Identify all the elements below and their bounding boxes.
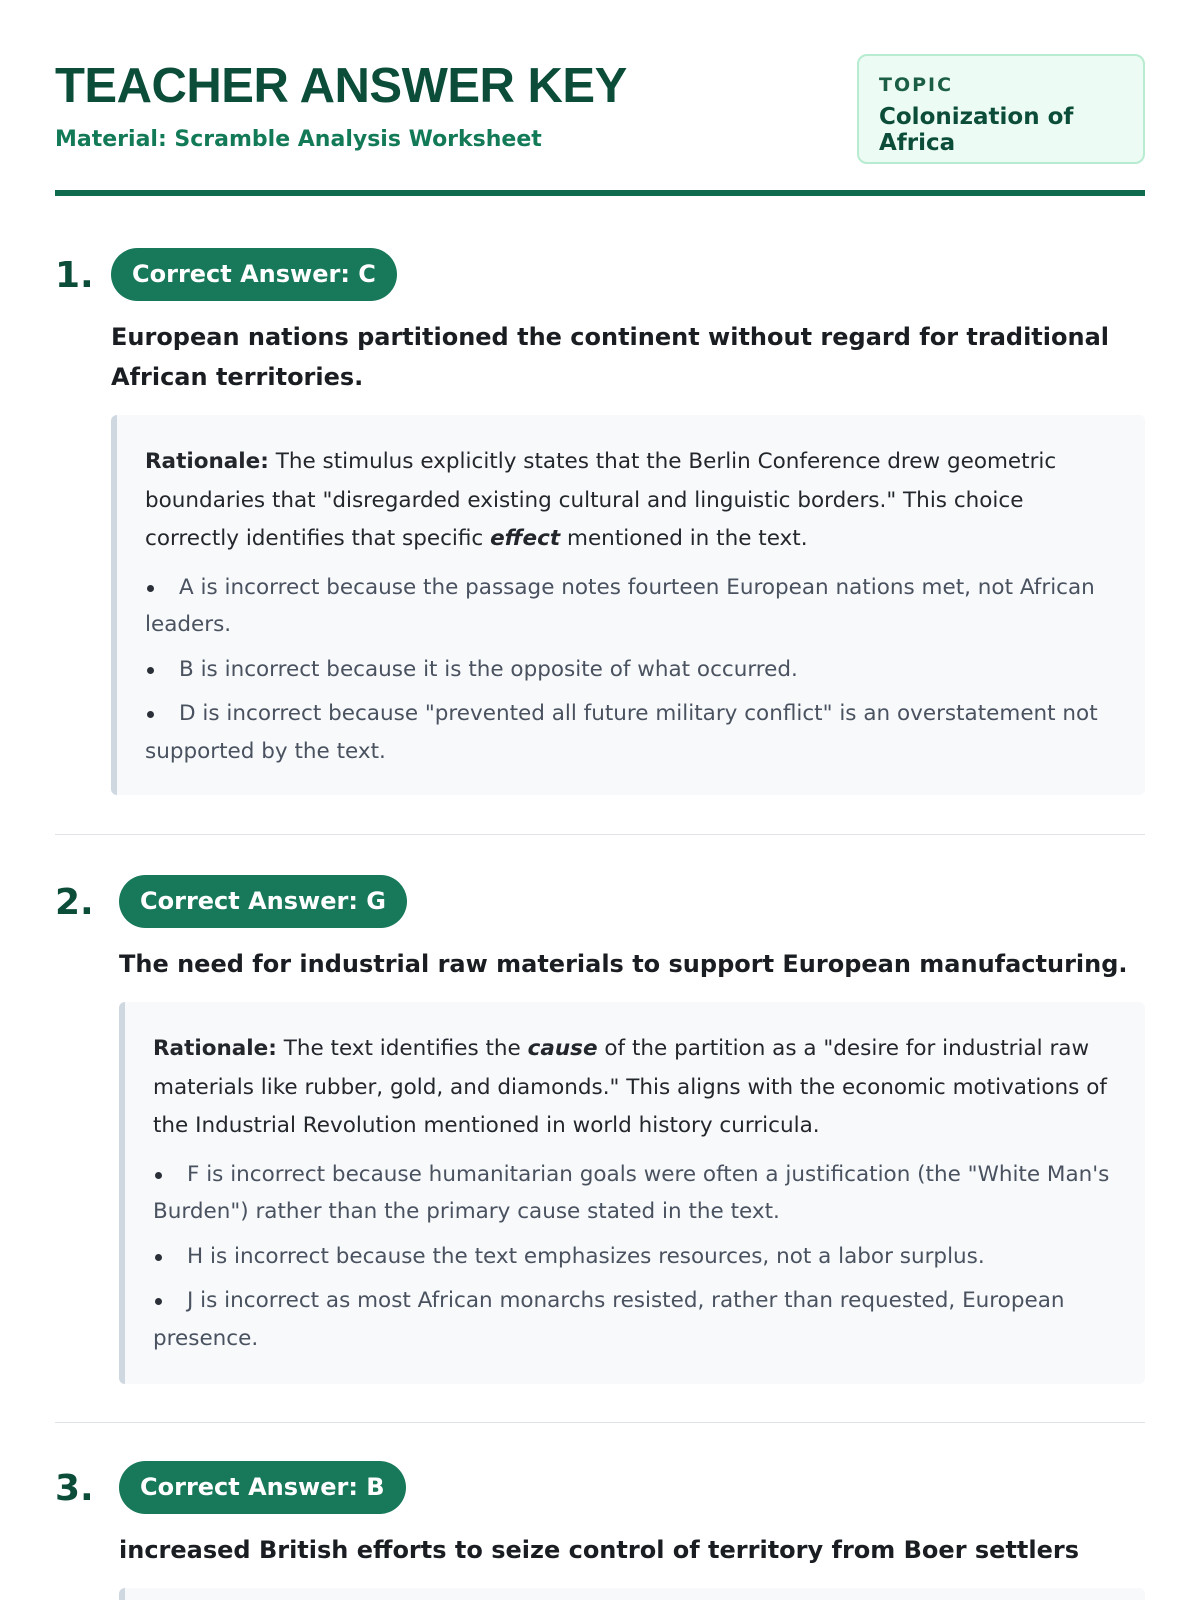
question-3 <box>55 1423 1145 1600</box>
question-body <box>119 1461 1145 1600</box>
topic-label: TOPIC <box>879 74 954 96</box>
distractor-item: D is incorrect because "prevented all future military conflict" is an overstatement not supported by the text. <box>145 695 1117 770</box>
rationale-part-2: mentioned in the text. <box>567 526 808 551</box>
material-subtitle: Material: Scramble Analysis Worksheet <box>55 127 542 152</box>
rationale-label: Rationale: <box>145 449 269 474</box>
rationale-part-1: The stimulus explicitly states that the Berlin Conference drew geometric boundaries that "disregarded existing cultural and linguistic borders." This choice correctly identifies that specific <box>145 449 1057 551</box>
rationale-box <box>119 1588 1145 1600</box>
distractor-list <box>153 1156 1117 1358</box>
question-number: 3. <box>55 1468 94 1509</box>
rationale-part-1: The text identifies the <box>283 1036 521 1061</box>
topic-box <box>857 54 1145 164</box>
page-header <box>55 0 1145 196</box>
distractor-item: A is incorrect because the passage notes fourteen European nations met, not African leaders. <box>145 569 1117 644</box>
correct-answer-text: The need for industrial raw materials to support European manufacturing. <box>119 950 1128 978</box>
distractor-item: H is incorrect because the text emphasizes resources, not a labor surplus. <box>153 1238 1117 1276</box>
document-title: TEACHER ANSWER KEY <box>55 59 627 113</box>
rationale-box <box>111 415 1145 795</box>
distractor-list <box>145 569 1117 771</box>
rationale-emphasis: effect <box>490 526 561 551</box>
question-2 <box>55 835 1145 1423</box>
correct-answer-text: increased British efforts to seize control of territory from Boer settlers <box>119 1536 1080 1564</box>
topic-value: Colonization of Africa <box>879 104 1074 156</box>
rationale-part-2: of the partition as a "desire for industrial raw materials like rubber, gold, and diamonds." This aligns with the economic motivations of the Industrial Revolution mentioned in world history curricula. <box>153 1036 1107 1138</box>
distractor-item: J is incorrect as most African monarchs resisted, rather than requested, European presence. <box>153 1282 1117 1357</box>
correct-answer-badge: Correct Answer: C <box>111 248 397 301</box>
question-body <box>119 875 1145 1384</box>
question-1 <box>55 196 1145 835</box>
question-body <box>111 248 1145 795</box>
correct-answer-badge: Correct Answer: B <box>119 1461 406 1514</box>
rationale-box <box>119 1002 1145 1384</box>
question-number: 2. <box>55 882 94 923</box>
rationale-label: Rationale: <box>153 1036 277 1061</box>
distractor-item: B is incorrect because it is the opposite of what occurred. <box>145 651 1117 689</box>
rationale-text <box>145 443 1117 559</box>
correct-answer-badge: Correct Answer: G <box>119 875 407 928</box>
distractor-item: F is incorrect because humanitarian goals were often a justification (the "White Man's Burden") rather than the primary cause stated in the text. <box>153 1156 1117 1231</box>
correct-answer-text: European nations partitioned the continent without regard for traditional African territories. <box>111 323 1110 391</box>
rationale-text <box>153 1030 1117 1146</box>
rationale-emphasis: cause <box>527 1036 598 1061</box>
question-number: 1. <box>55 255 94 296</box>
